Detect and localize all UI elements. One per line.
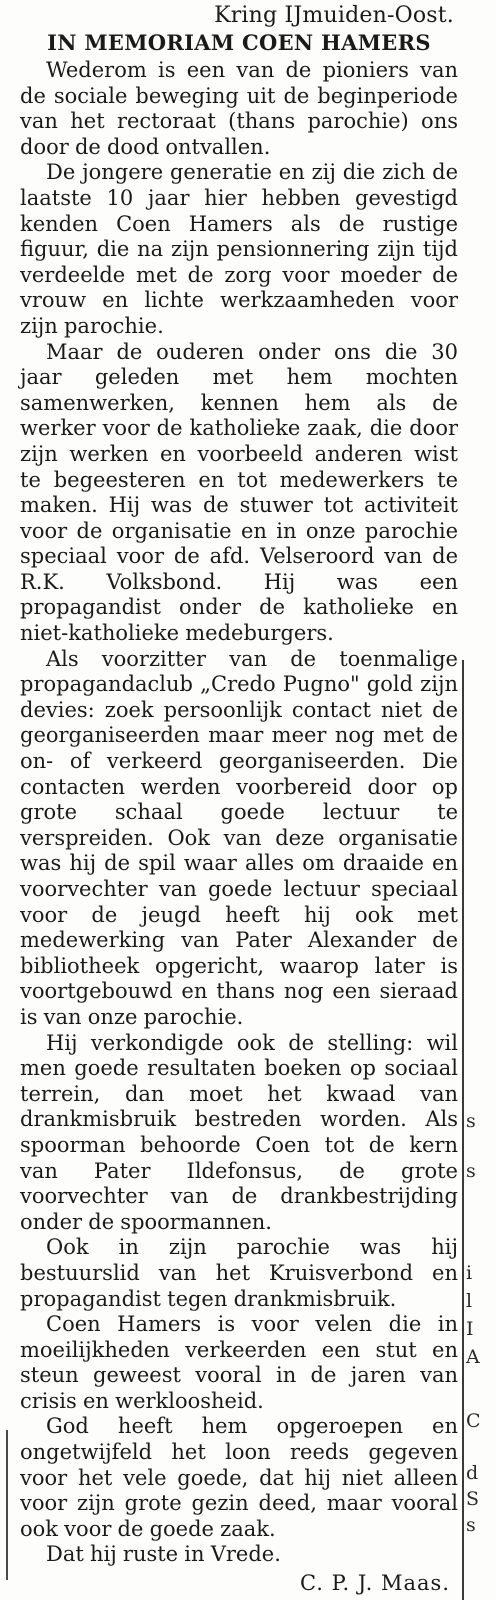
adjacent-column-fragment: C [466,1410,481,1432]
article-column [20,4,458,1596]
adjacent-column-fragment: s [466,1514,476,1536]
adjacent-column-fragment: s [466,1110,476,1132]
article-paragraph-1: Wederom is een van de pioniers van de sociale beweging uit de beginperiode van het rectoraat (thans parochie) ons door de dood ontvallen. [20,58,458,159]
column-rule-left [6,1430,8,1580]
article-paragraph-9: Dat hij ruste in Vrede. [46,1542,281,1567]
article-headline: IN MEMORIAM COEN HAMERS [47,30,431,55]
adjacent-column-fragment: A [466,1346,480,1368]
column-rule-right [462,660,464,1600]
article-signature: C. P. J. Maas. [299,1571,450,1596]
adjacent-column-fragment: d [466,1462,479,1484]
adjacent-column-fragment: I [466,1318,474,1340]
article-paragraph-3: Maar de ouderen onder ons die 30 jaar geleden met hem mochten samenwerken, kennen hem als de werker voor de katholieke zaak, die door zijn werken en voorbeeld anderen wist te begeesteren en tot medewerkers te maken. Hij was de stuwer tot activiteit voor de organisatie en in onze parochie speciaal voor de afd. Velseroord van de R.K. Volksbond. Hij was een propagandist onder de katholieke en niet-katholieke medeburgers. [20,339,458,646]
adjacent-column-fragment: s [466,1160,476,1182]
article-paragraph-2: De jongere generatie en zij die zich de laatste 10 jaar hier hebben gevestigd kenden Coen Hamers als de rustige figuur, die na zijn pensionnering zijn tijd verdeelde met de zorg voor moeder de vrouw en lichte werkzaamheden voor zijn parochie. [20,160,458,338]
article-paragraph-7: Coen Hamers is voor velen die in moeilijkheden verkeerden een stut en steun geweest vooral in de jaren van crisis en werkloosheid. [20,1312,458,1413]
adjacent-column-fragment: S [466,1488,480,1510]
section-heading: Kring IJmuiden-Oost. [214,3,454,28]
article-paragraph-4: Als voorzitter van de toenmalige propagandaclub „Credo Pugno" gold zijn devies: zoek persoonlijk contact niet de georganiseerden maar meer nog met de on- of verkeerd georganiseerden. Die contacten werden voorbereid door op grote schaal goede lectuur te verspreiden. Ook van deze organisatie was hij de spil waar alles om draaide en voorvechter van goede lectuur speciaal voor de jeugd heeft hij ook met medewerking van Pater Alexander de bibliotheek opgericht, waarop later is voortgebouwd en thans nog een sieraad is van onze parochie. [20,646,458,1029]
adjacent-column-fragment: i [466,1262,473,1284]
adjacent-column-fragment: l [466,1290,473,1312]
article-paragraph-5: Hij verkondigde ook de stelling: wil men goede resultaten boeken op sociaal terrein, dan moet het kwaad van drankmisbruik bestreden worden. Als spoorman behoorde Coen tot de kern van Pater Ildefonsus, de grote voorvechter van de drankbestrijding onder de spoormannen. [20,1030,458,1234]
article-paragraph-8: God heeft hem opgeroepen en ongetwijfeld het loon reeds gegeven voor het vele goede, dat hij niet alleen voor zijn grote gezin deed, maar vooral ook voor de goede zaak. [20,1414,458,1541]
article-paragraph-6: Ook in zijn parochie was hij bestuurslid van het Kruisverbond en propagandist tegen drankmisbruik. [20,1235,458,1311]
